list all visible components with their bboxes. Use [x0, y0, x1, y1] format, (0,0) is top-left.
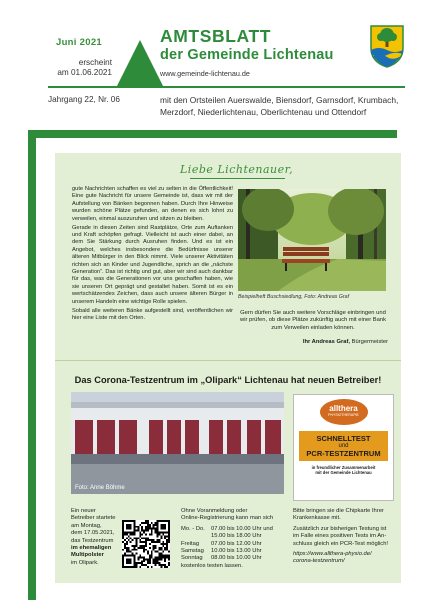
opening-hours [181, 508, 286, 570]
corona-headline: Das Corona-Testzentrum im „Olipark“ Lichtenau hat neuen Betreiber! [74, 375, 382, 385]
green-frame-top [28, 130, 397, 138]
greeting-underline [190, 178, 285, 179]
allthera-logo-icon [320, 399, 368, 425]
hours-time: 07.00 bis 12.00 Uhr [211, 540, 262, 547]
issue-date [48, 58, 112, 78]
volume-number: Jahrgang 22, Nr. 06 [48, 95, 120, 104]
letter-paragraph: gute Nachrichten schaffen es viel zu selten in die Öffentlichkeit! Eine gute Nachricht für unsere Gemeinde ist, dass wir mit der Aufstellung von Bänken begonnen haben. Durch Ihre Hinweise wurden schöne Plätze gefunden, an denen es sich lohnt zu verweilen, einmal auszuruhen und sitzen zu bleiben. [72, 186, 233, 222]
note-line: Krankenkasse mit. [293, 515, 341, 522]
districts-line-2: Merzdorf, Niederlichtenau, Oberlichtenau und Ottendorf [160, 107, 367, 117]
website-link[interactable]: www.gemeinde-lichtenau.de [160, 69, 250, 78]
districts-line-1: mit den Ortsteilen Auerswalde, Biensdorf, Garnsdorf, Krumbach, [160, 95, 399, 105]
logo-sub: PHYSIOTHERAPIE [328, 413, 359, 417]
hours-intro: Ohne Voranmeldung oder [181, 508, 248, 514]
allthera-url[interactable]: corona-testzentrum/ [293, 558, 345, 565]
sign-note-2: mit der Gemeinde Lichtenau [315, 470, 372, 475]
letter-text [72, 186, 233, 324]
sign-note-1: in freundlicher Zusammenarbeit [311, 465, 376, 470]
letter-closing: Gern dürfen Sie auch weitere Vorschläge einbringen und wir prüfen, ob diese Plätze zukünftig auch mit einer Bank zum Verweilen einladen können. [240, 310, 386, 331]
bench-photo [238, 189, 386, 291]
note-line: Zusätzlich zur bisherigen Testung ist [293, 525, 387, 532]
issued-line-1: erscheint [78, 58, 112, 67]
intro-line: im Olipark. [71, 559, 99, 566]
sign-line-2: und [338, 443, 349, 449]
green-triangle-decoration [116, 40, 164, 88]
signature-name: Ihr Andreas Graf, [302, 339, 350, 345]
masthead-subtitle: der Gemeinde Lichtenau [160, 47, 334, 63]
qr-code-icon[interactable] [122, 520, 170, 568]
intro-line: am Montag, [71, 522, 102, 529]
masthead-title: AMTSBLATT [160, 26, 272, 46]
sign-line-3: PCR-TESTZENTRUM [306, 449, 381, 458]
hours-day: Mo. - Do. [181, 525, 205, 532]
sign-line-1: SCHNELLTEST [316, 434, 371, 443]
test-center-photo [71, 392, 284, 494]
intro-line: Betreiber startete [71, 515, 116, 522]
note-line: Bitte bringen sie die Chipkarte Ihrer [293, 508, 384, 514]
hours-day: Sonntag [181, 555, 203, 562]
signature-role: Bürgermeister [349, 339, 388, 345]
hours-day: Samstag [181, 548, 204, 555]
intro-line: Ein neuer [71, 508, 96, 514]
green-frame-left [28, 130, 36, 600]
sign-note [294, 465, 393, 475]
hours-outro: kostenlos testen lassen. [181, 562, 243, 569]
intro-line: das Testzentrum [71, 537, 114, 544]
hours-intro: Online-Registrierung kann man sich [181, 515, 274, 522]
note-line: schluss gleich ein PCR-Test möglich! [293, 540, 389, 547]
hours-time: 07.00 bis 10.00 Uhr und [211, 525, 273, 532]
issued-line-2: am 01.06.2021 [57, 68, 112, 77]
logo-text: allthera [329, 404, 358, 413]
hours-time: 08.00 bis 10.00 Uhr [211, 555, 262, 562]
photo-credit: Foto: Anne Böhme [75, 485, 125, 491]
allthera-sign [293, 394, 394, 501]
test-center-notes [293, 508, 391, 566]
intro-line: dem 17.05.2021, [71, 530, 115, 537]
hours-time: 15.00 bis 18.00 Uhr [211, 533, 262, 540]
districts-line [160, 94, 410, 118]
note-line: im Falle eines positiven Tests im An- [293, 533, 387, 540]
intro-line-bold: Multipolster [71, 552, 104, 559]
hours-time: 10.00 bis 13.00 Uhr [211, 548, 262, 555]
section-divider [55, 360, 401, 361]
hours-day [181, 533, 211, 540]
hours-day: Freitag [181, 540, 200, 547]
letter-paragraph: Gerade in diesen Zeiten sind Rastplätze, Orte zum Auftanken und Kraft schöpfen gefragt. Vielleicht ist auch einer dabei, an dem Sie Stärkung durch Ausruhen finden. Und es ist ein Angebot, welches insbesondere die Bedürfnisse unserer älteren Mitbürger in den Blick nimmt. Viele unserer Aktivitäten richten sich an Kinder und Jugendliche, sprich an die „nächste Generation“. Das ist richtig und gut, aber wir sind auch dankbar für das, was die Generationen vor uns geschaffen haben, wie sie unseren Ort geprägt und gestaltet haben. Somit ist es ein wertschätzendes Zeichen, dass auch unsere älteren Bürger in unserem Handeln eine wichtige Rolle spielen. [72, 224, 233, 305]
test-center-intro [71, 508, 123, 567]
photo-caption: Beispielheft Buschsiedlung, Foto: Andreas Graf [238, 294, 350, 300]
issue-month: Juni 2021 [56, 37, 103, 48]
header-divider [48, 86, 405, 88]
letter-greeting: Liebe Lichtenauer, [180, 163, 294, 176]
allthera-url[interactable]: https://www.allthera-physio.de/ [293, 551, 372, 558]
coat-of-arms-icon [369, 24, 405, 68]
test-sign-banner [299, 431, 388, 461]
letter-paragraph: Sobald alle weiteren Bänke aufgestellt sind, veröffentlichen wir hier eine Liste mit den Orten. [72, 307, 233, 321]
signature [238, 339, 388, 345]
intro-line-bold: im ehemaligen [71, 545, 112, 552]
